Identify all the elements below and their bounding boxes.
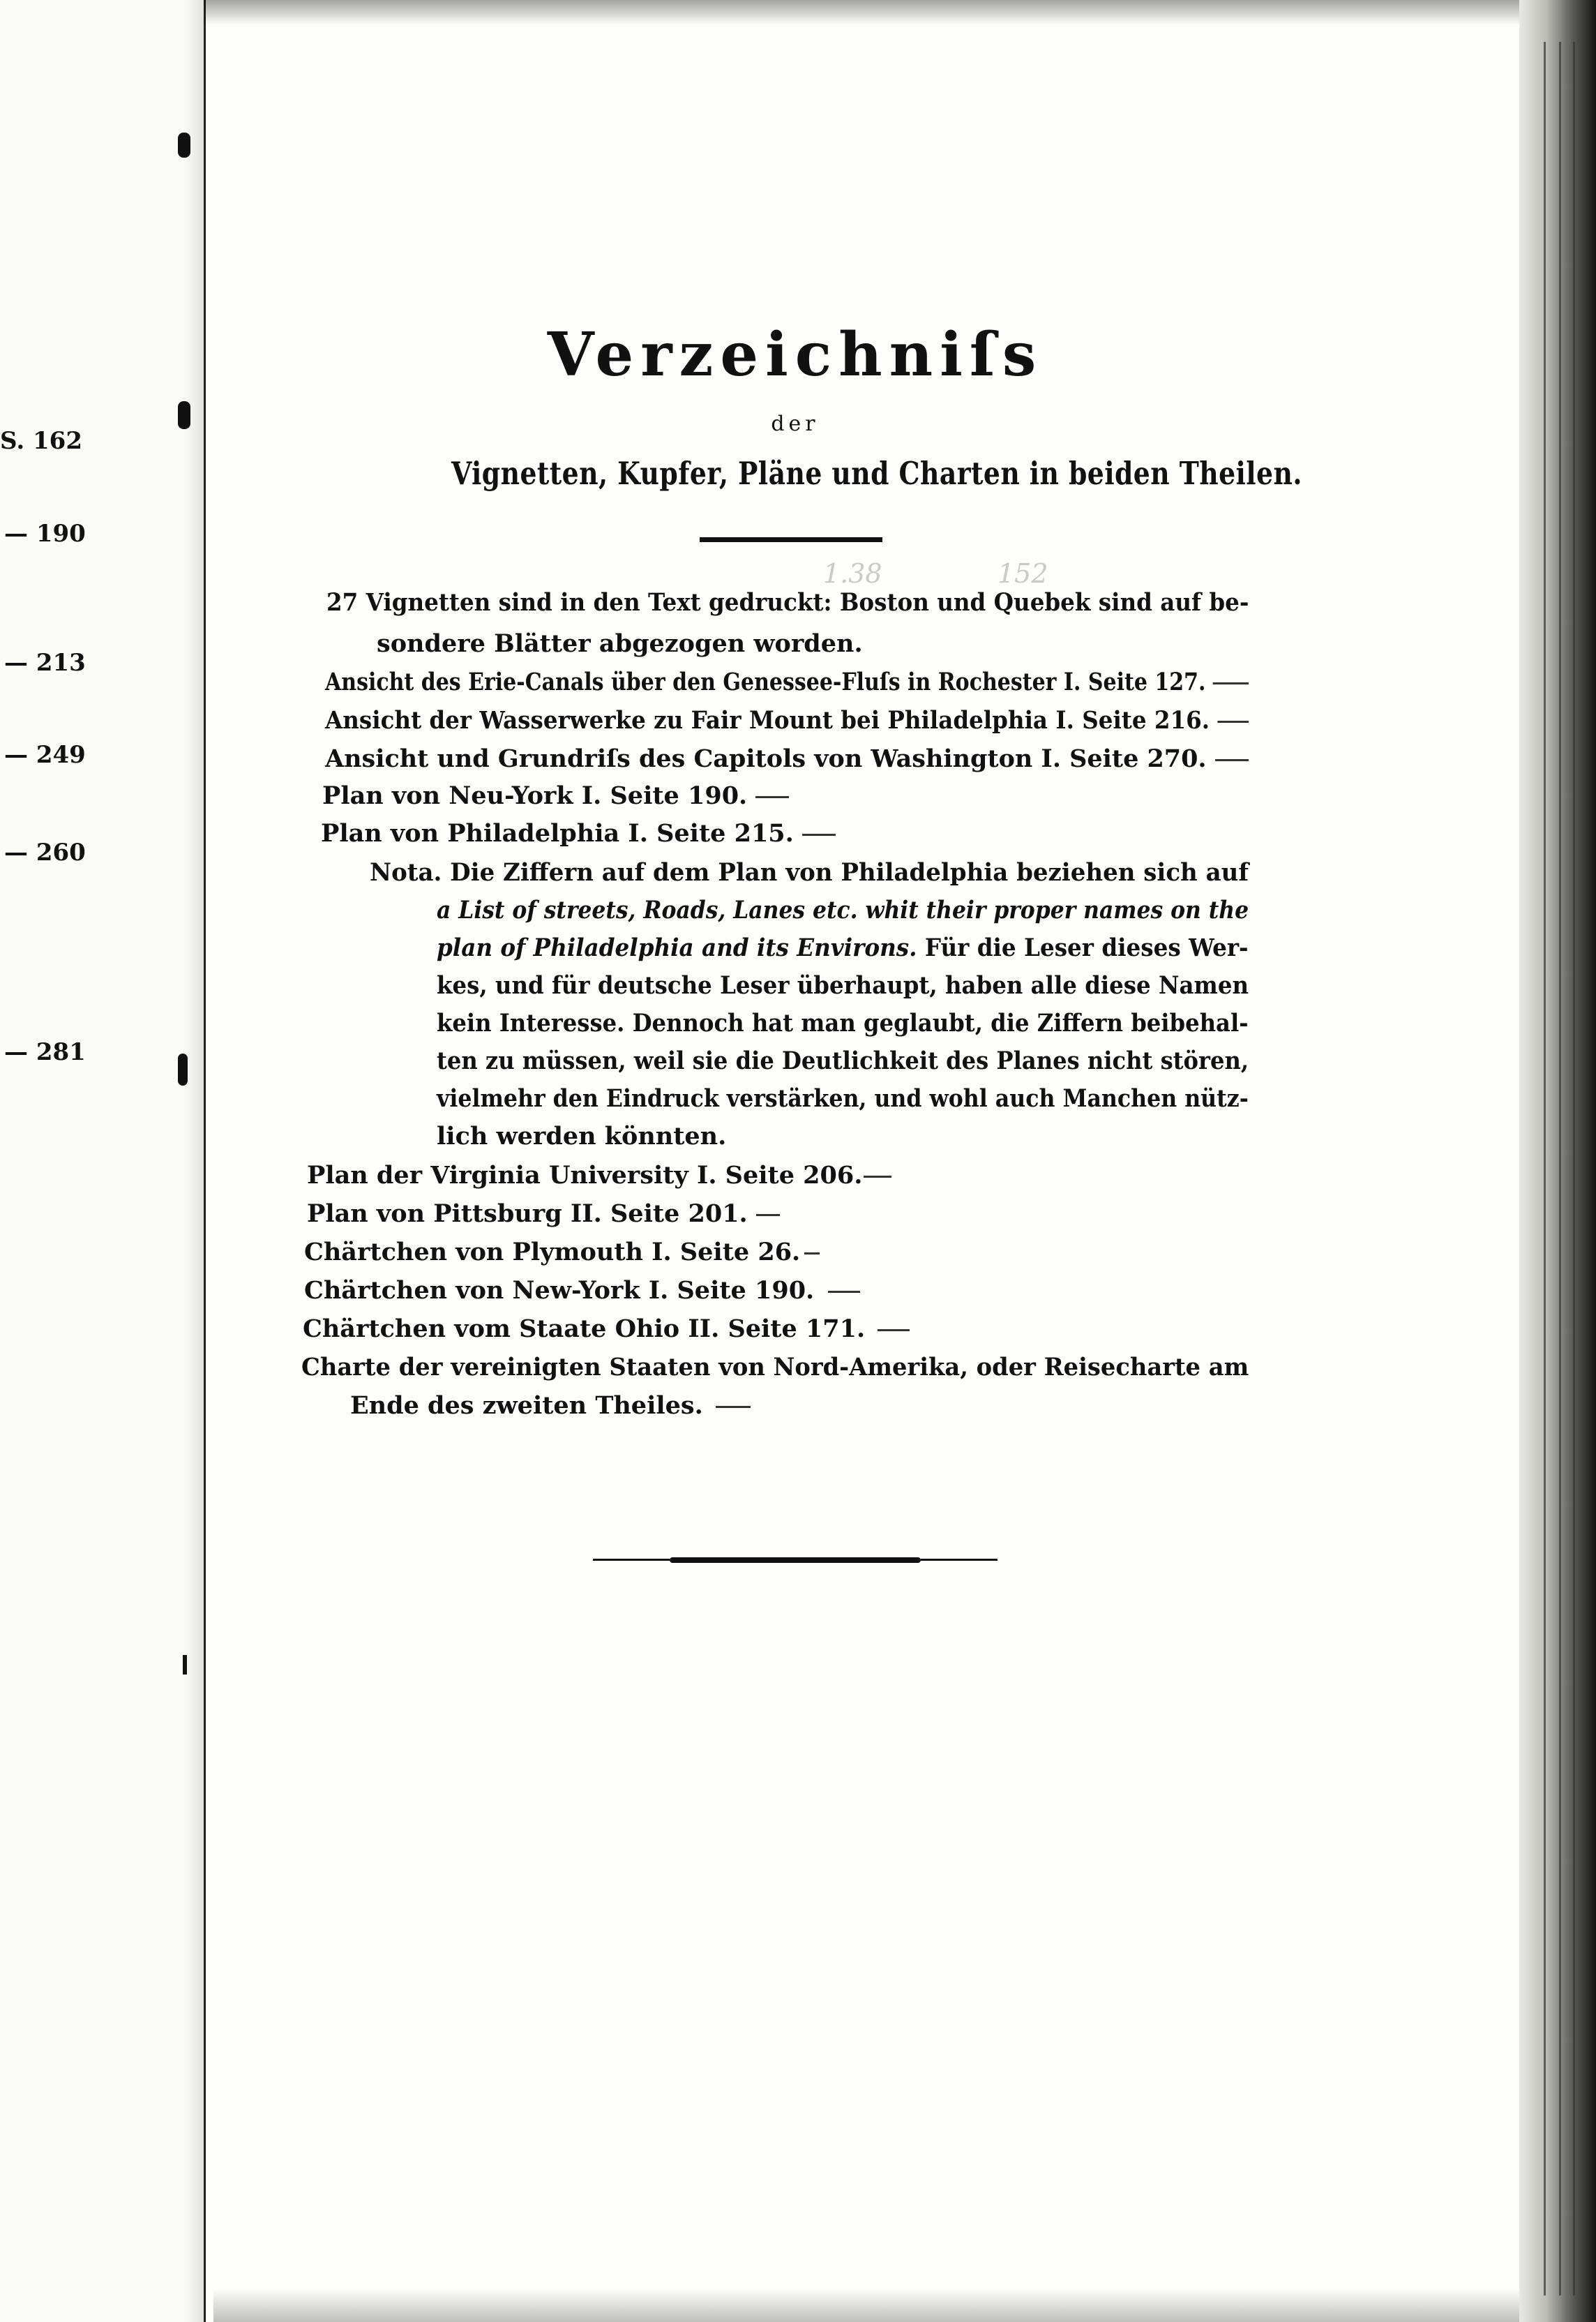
left-page-ref: — 190: [4, 520, 86, 548]
gutter-shadow: [183, 0, 204, 2322]
title-rule: [700, 537, 882, 542]
facing-page-strip: [0, 0, 206, 2322]
page-edge-line: [1559, 42, 1561, 2295]
nota-line-italic: a List of streets, Roads, Lanes etc. whit their proper names on the: [437, 896, 1249, 924]
entry-plan-neu-york: Plan von Neu-York I. Seite 190.: [322, 784, 789, 808]
nota-line: Nota. Die Ziffern auf dem Plan von Philadelphia beziehen sich auf: [370, 858, 1249, 887]
gutter-blot: [178, 401, 190, 429]
entry-erie-canal: Ansicht des Erie-Canals über den Genessee-Fluſs in Rochester I. Seite 127.: [325, 670, 1249, 694]
nota-line: lich werden könnten.: [437, 1122, 727, 1151]
left-page-ref: S. 162: [0, 427, 82, 455]
gutter-blot: [178, 133, 190, 158]
entry-nord-amerika-cont: Ende des zweiten Theiles.: [350, 1393, 751, 1418]
page-subtitle: der: [771, 412, 820, 436]
page-title: Verzeichniſs: [547, 320, 1044, 390]
entry-ohio: Chärtchen vom Staate Ohio II. Seite 171.: [303, 1317, 910, 1341]
entry-vignetten: 27 Vignetten sind in den Text gedruckt: Boston und Quebek sind auf be-: [326, 588, 1249, 617]
gutter-blot: [178, 1054, 188, 1086]
page-edge-line: [1573, 42, 1575, 2295]
left-page-ref: — 281: [4, 1038, 86, 1066]
left-page-ref: — 213: [4, 649, 86, 677]
left-page-ref: — 260: [4, 839, 86, 867]
entry-fair-mount: Ansicht der Wasserwerke zu Fair Mount bei Philadelphia I. Seite 216.: [325, 708, 1249, 733]
book-edge: [1519, 0, 1596, 2322]
entry-vignetten-cont: sondere Blätter abgezogen worden.: [377, 629, 863, 658]
page-edge-line: [1544, 42, 1546, 2295]
pencil-note: 152: [998, 558, 1048, 589]
closing-rule: [572, 1557, 1018, 1563]
pencil-note: 1.38: [823, 558, 882, 589]
bottom-edge-shadow: [213, 2289, 1519, 2322]
entry-plymouth: Chärtchen von Plymouth I. Seite 26.: [304, 1240, 820, 1264]
entry-plan-philadelphia: Plan von Philadelphia I. Seite 215.: [321, 821, 836, 846]
nota-line: ten zu müssen, weil sie die Deutlichkeit des Planes nicht stören,: [437, 1047, 1249, 1075]
left-page-ref: — 249: [4, 741, 86, 769]
entry-pittsburg: Plan von Pittsburg II. Seite 201.: [307, 1201, 780, 1226]
gutter-blot: [183, 1655, 187, 1675]
entry-new-york-chart: Chärtchen von New-York I. Seite 190.: [304, 1278, 860, 1303]
nota-line: kes, und für deutsche Leser überhaupt, haben alle diese Namen: [437, 971, 1249, 1000]
top-edge-shadow: [204, 0, 1519, 25]
entry-virginia-university: Plan der Virginia University I. Seite 206.: [307, 1163, 891, 1188]
nota-line: plan of Philadelphia and its Environs. Für die Leser dieses Wer-: [437, 934, 1249, 962]
page-caption: Vignetten, Kupfer, Pläne und Charten in beiden Theilen.: [451, 455, 1302, 492]
nota-line: kein Interesse. Dennoch hat man geglaubt, die Ziffern beibehal-: [437, 1009, 1249, 1038]
nota-line: vielmehr den Eindruck verstärken, und wohl auch Manchen nütz-: [437, 1084, 1249, 1113]
entry-nord-amerika: Charte der vereinigten Staaten von Nord-Amerika, oder Reisecharte am: [301, 1353, 1249, 1381]
entry-capitol: Ansicht und Grundriſs des Capitols von Washington I. Seite 270.: [325, 747, 1249, 771]
